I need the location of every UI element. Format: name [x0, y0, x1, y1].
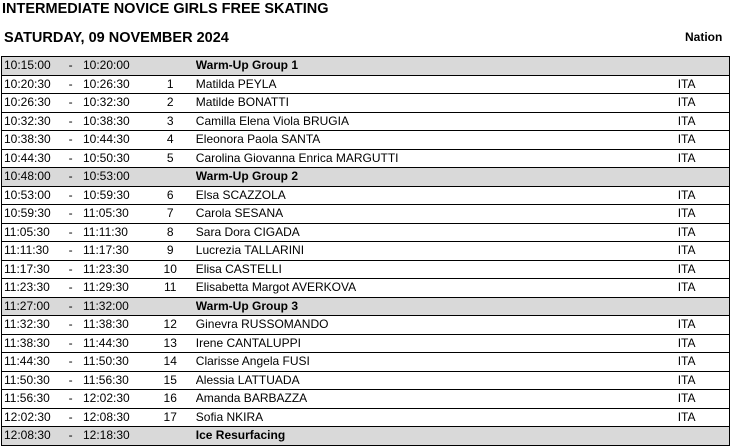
time-separator: -	[69, 112, 83, 131]
end-time-cell: 11:17:30	[83, 242, 151, 261]
skater-name-cell: Warm-Up Group 3	[196, 297, 678, 316]
nation-cell: ITA	[678, 223, 730, 242]
skater-name-cell: Eleonora Paola SANTA	[196, 131, 678, 150]
nation-cell	[678, 168, 730, 187]
time-separator: -	[69, 279, 83, 298]
time-separator: -	[69, 408, 83, 427]
nation-cell: ITA	[678, 316, 730, 335]
table-row	[2, 371, 730, 390]
skater-name-cell: Elsa SCAZZOLA	[196, 186, 678, 205]
start-time-cell: 11:32:30	[2, 316, 69, 335]
table-row	[2, 316, 730, 335]
nation-cell: ITA	[678, 131, 730, 150]
end-time-cell: 11:44:30	[83, 334, 151, 353]
skater-name-cell: Matilde BONATTI	[196, 94, 678, 113]
start-number-cell	[151, 297, 196, 316]
skater-name-cell: Sofia NKIRA	[196, 408, 678, 427]
start-time-cell: 11:05:30	[2, 223, 69, 242]
start-time-cell: 11:44:30	[2, 353, 69, 372]
start-time-cell: 10:15:00	[2, 57, 69, 76]
start-number-cell: 13	[151, 334, 196, 353]
start-time-cell: 10:20:30	[2, 75, 69, 94]
nation-cell: ITA	[678, 260, 730, 279]
end-time-cell: 11:11:30	[83, 223, 151, 242]
table-row	[2, 334, 730, 353]
skater-name-cell: Elisabetta Margot AVERKOVA	[196, 279, 678, 298]
time-separator: -	[69, 223, 83, 242]
nation-cell: ITA	[678, 353, 730, 372]
end-time-cell: 11:38:30	[83, 316, 151, 335]
skater-name-cell: Irene CANTALUPPI	[196, 334, 678, 353]
event-date: SATURDAY, 09 NOVEMBER 2024	[4, 30, 229, 46]
time-separator: -	[69, 57, 83, 76]
skater-name-cell: Ginevra RUSSOMANDO	[196, 316, 678, 335]
skater-name-cell: Amanda BARBAZZA	[196, 390, 678, 409]
end-time-cell: 12:02:30	[83, 390, 151, 409]
start-time-cell: 10:26:30	[2, 94, 69, 113]
end-time-cell: 10:20:00	[83, 57, 151, 76]
end-time-cell: 10:32:30	[83, 94, 151, 113]
group-row	[2, 427, 730, 446]
nation-cell: ITA	[678, 371, 730, 390]
time-separator: -	[69, 260, 83, 279]
table-row	[2, 94, 730, 113]
table-row	[2, 353, 730, 372]
skater-name-cell: Alessia LATTUADA	[196, 371, 678, 390]
end-time-cell: 10:53:00	[83, 168, 151, 187]
skater-name-cell: Camilla Elena Viola BRUGIA	[196, 112, 678, 131]
time-separator: -	[69, 131, 83, 150]
start-time-cell: 11:11:30	[2, 242, 69, 261]
nation-cell: ITA	[678, 112, 730, 131]
nation-cell: ITA	[678, 186, 730, 205]
start-number-cell: 5	[151, 149, 196, 168]
nation-cell: ITA	[678, 75, 730, 94]
end-time-cell: 11:29:30	[83, 279, 151, 298]
start-number-cell: 14	[151, 353, 196, 372]
end-time-cell: 10:44:30	[83, 131, 151, 150]
nation-cell	[678, 57, 730, 76]
nation-cell: ITA	[678, 205, 730, 224]
start-time-cell: 11:27:00	[2, 297, 69, 316]
time-separator: -	[69, 205, 83, 224]
skater-name-cell: Clarisse Angela FUSI	[196, 353, 678, 372]
start-number-cell: 15	[151, 371, 196, 390]
start-time-cell: 10:59:30	[2, 205, 69, 224]
time-separator: -	[69, 371, 83, 390]
end-time-cell: 12:18:30	[83, 427, 151, 446]
nation-cell: ITA	[678, 408, 730, 427]
start-number-cell: 4	[151, 131, 196, 150]
start-time-cell: 11:38:30	[2, 334, 69, 353]
group-row	[2, 297, 730, 316]
start-time-cell: 10:32:30	[2, 112, 69, 131]
end-time-cell: 10:38:30	[83, 112, 151, 131]
end-time-cell: 11:23:30	[83, 260, 151, 279]
schedule-table	[1, 56, 730, 446]
start-time-cell: 11:50:30	[2, 371, 69, 390]
time-separator: -	[69, 242, 83, 261]
skater-name-cell: Elisa CASTELLI	[196, 260, 678, 279]
schedule-body	[2, 57, 730, 446]
nation-cell: ITA	[678, 390, 730, 409]
table-row	[2, 223, 730, 242]
end-time-cell: 12:08:30	[83, 408, 151, 427]
time-separator: -	[69, 427, 83, 446]
time-separator: -	[69, 297, 83, 316]
end-time-cell: 10:26:30	[83, 75, 151, 94]
start-time-cell: 12:02:30	[2, 408, 69, 427]
start-number-cell: 3	[151, 112, 196, 131]
time-separator: -	[69, 390, 83, 409]
time-separator: -	[69, 186, 83, 205]
start-number-cell: 8	[151, 223, 196, 242]
nation-cell: ITA	[678, 242, 730, 261]
time-separator: -	[69, 75, 83, 94]
group-row	[2, 168, 730, 187]
skater-name-cell: Lucrezia TALLARINI	[196, 242, 678, 261]
table-row	[2, 408, 730, 427]
start-time-cell: 11:17:30	[2, 260, 69, 279]
skater-name-cell: Carolina Giovanna Enrica MARGUTTI	[196, 149, 678, 168]
start-number-cell: 1	[151, 75, 196, 94]
start-number-cell	[151, 57, 196, 76]
skater-name-cell: Matilda PEYLA	[196, 75, 678, 94]
table-row	[2, 131, 730, 150]
start-time-cell: 10:44:30	[2, 149, 69, 168]
end-time-cell: 11:32:00	[83, 297, 151, 316]
table-row	[2, 279, 730, 298]
skater-name-cell: Warm-Up Group 1	[196, 57, 678, 76]
start-time-cell: 12:08:30	[2, 427, 69, 446]
table-row	[2, 149, 730, 168]
start-number-cell: 16	[151, 390, 196, 409]
table-row	[2, 186, 730, 205]
start-number-cell: 10	[151, 260, 196, 279]
start-time-cell: 10:48:00	[2, 168, 69, 187]
end-time-cell: 11:05:30	[83, 205, 151, 224]
start-number-cell: 17	[151, 408, 196, 427]
nation-cell: ITA	[678, 94, 730, 113]
nation-cell: ITA	[678, 149, 730, 168]
start-number-cell	[151, 168, 196, 187]
table-row	[2, 242, 730, 261]
start-number-cell: 6	[151, 186, 196, 205]
page-title: INTERMEDIATE NOVICE GIRLS FREE SKATING	[2, 1, 329, 17]
end-time-cell: 11:50:30	[83, 353, 151, 372]
start-number-cell: 9	[151, 242, 196, 261]
table-row	[2, 260, 730, 279]
skater-name-cell: Warm-Up Group 2	[196, 168, 678, 187]
nation-cell	[678, 297, 730, 316]
end-time-cell: 11:56:30	[83, 371, 151, 390]
table-row	[2, 205, 730, 224]
table-row	[2, 75, 730, 94]
time-separator: -	[69, 316, 83, 335]
end-time-cell: 10:59:30	[83, 186, 151, 205]
start-number-cell: 2	[151, 94, 196, 113]
skater-name-cell: Sara Dora CIGADA	[196, 223, 678, 242]
table-row	[2, 112, 730, 131]
skater-name-cell: Ice Resurfacing	[196, 427, 678, 446]
start-time-cell: 10:38:30	[2, 131, 69, 150]
start-number-cell: 7	[151, 205, 196, 224]
nation-column-header: Nation	[685, 30, 723, 44]
time-separator: -	[69, 353, 83, 372]
nation-cell: ITA	[678, 279, 730, 298]
nation-cell: ITA	[678, 334, 730, 353]
time-separator: -	[69, 334, 83, 353]
start-time-cell: 11:23:30	[2, 279, 69, 298]
time-separator: -	[69, 149, 83, 168]
start-number-cell	[151, 427, 196, 446]
start-number-cell: 12	[151, 316, 196, 335]
skater-name-cell: Carola SESANA	[196, 205, 678, 224]
group-row	[2, 57, 730, 76]
start-number-cell: 11	[151, 279, 196, 298]
time-separator: -	[69, 168, 83, 187]
start-time-cell: 10:53:00	[2, 186, 69, 205]
end-time-cell: 10:50:30	[83, 149, 151, 168]
time-separator: -	[69, 94, 83, 113]
start-time-cell: 11:56:30	[2, 390, 69, 409]
nation-cell	[678, 427, 730, 446]
table-row	[2, 390, 730, 409]
